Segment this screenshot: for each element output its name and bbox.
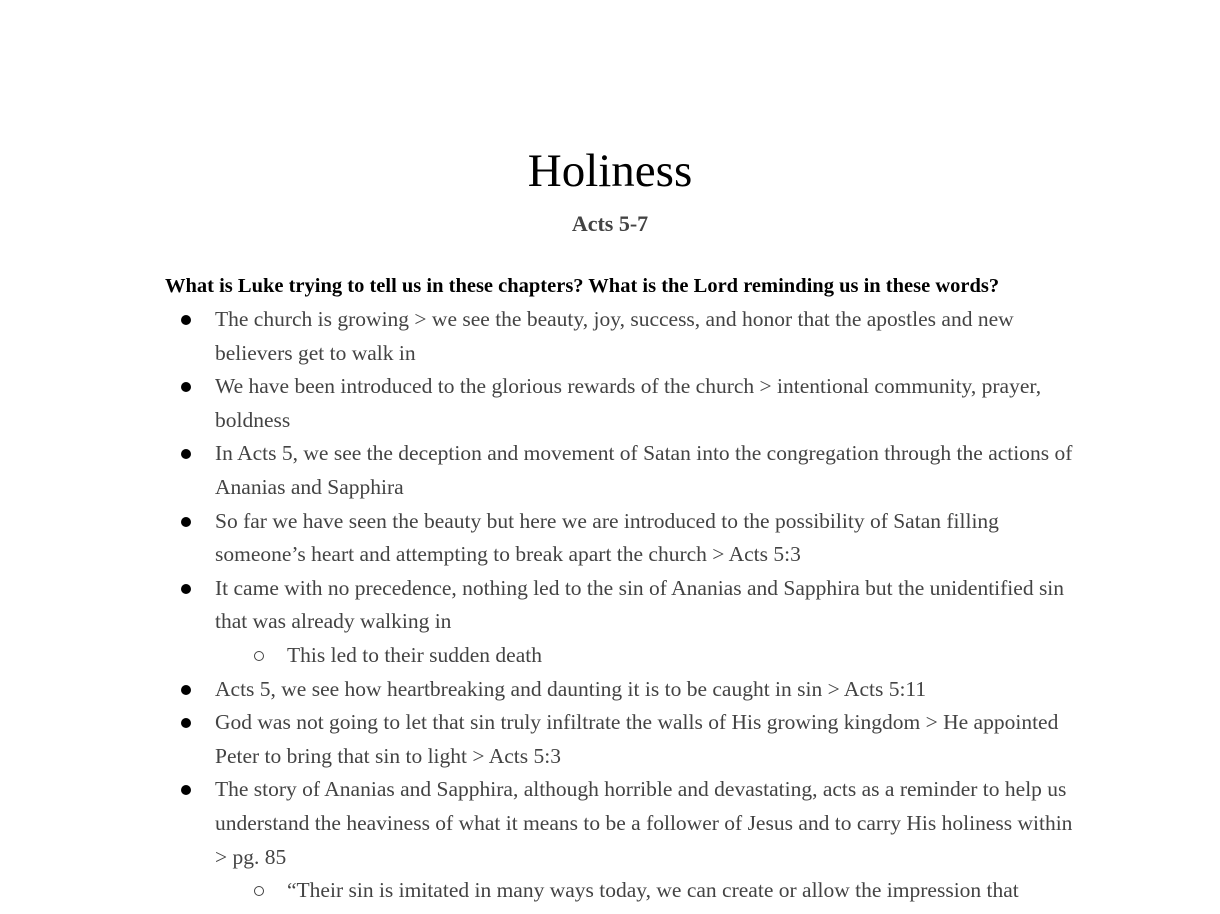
- filled-circle-bullet-icon: [181, 382, 191, 392]
- list-item: [165, 572, 1085, 639]
- filled-circle-bullet-icon: [181, 785, 191, 795]
- filled-circle-bullet-icon: [181, 718, 191, 728]
- filled-circle-bullet-icon: [181, 449, 191, 459]
- filled-circle-bullet-icon: [181, 517, 191, 527]
- list-item-text: We have been introduced to the glorious rewards of the church > intentional community, prayer, boldness: [215, 374, 1042, 432]
- guiding-question: What is Luke trying to tell us in these chapters? What is the Lord reminding us in these words?: [165, 275, 1000, 297]
- list-item-text: So far we have seen the beauty but here we are introduced to the possibility of Satan filling someone’s heart and attempting to break apart the church > Acts 5:3: [215, 508, 999, 567]
- list-item: [165, 706, 1085, 773]
- sub-list-item: [165, 874, 1085, 908]
- document-subtitle: Acts 5-7: [571, 211, 649, 236]
- list-item-text: God was not going to let that sin truly infiltrate the walls of His growing kingdom > He appointed Peter to bring that sin to light > Acts 5:3: [215, 710, 1059, 768]
- list-item-text: In Acts 5, we see the deception and movement of Satan into the congregation through the actions of Ananias and Sapphira: [215, 441, 1073, 499]
- list-item: [165, 673, 1085, 707]
- list-item: [165, 303, 1085, 370]
- hollow-circle-bullet-icon: [254, 886, 264, 896]
- list-item-text: Acts 5, we see how heartbreaking and daunting it is to be caught in sin > Acts 5:11: [215, 676, 927, 701]
- list-item-text: The church is growing > we see the beauty, joy, success, and honor that the apostles and new believers get to walk in: [215, 307, 1014, 365]
- hollow-circle-bullet-icon: [254, 651, 264, 661]
- filled-circle-bullet-icon: [181, 315, 191, 325]
- filled-circle-bullet-icon: [181, 685, 191, 695]
- list-item: [165, 505, 1085, 572]
- list-item: [165, 773, 1085, 874]
- sub-list-item: [165, 639, 1085, 673]
- list-item: [165, 370, 1085, 437]
- list-item-text: “Their sin is imitated in many ways today, we can create or allow the impression that: [287, 878, 1019, 903]
- list-item-text: This led to their sudden death: [287, 642, 542, 667]
- notes-list: [165, 303, 1085, 908]
- list-item-text: It came with no precedence, nothing led to the sin of Ananias and Sapphira but the unidentified sin that was already walking in: [215, 575, 1065, 634]
- list-item-text: The story of Ananias and Sapphira, although horrible and devastating, acts as a reminder to help us understand the heaviness of what it means to be a follower of Jesus and to carry His holiness within > pg. 85: [215, 777, 1073, 869]
- filled-circle-bullet-icon: [181, 584, 191, 594]
- document-title: Holiness: [527, 145, 693, 197]
- list-item: [165, 437, 1085, 504]
